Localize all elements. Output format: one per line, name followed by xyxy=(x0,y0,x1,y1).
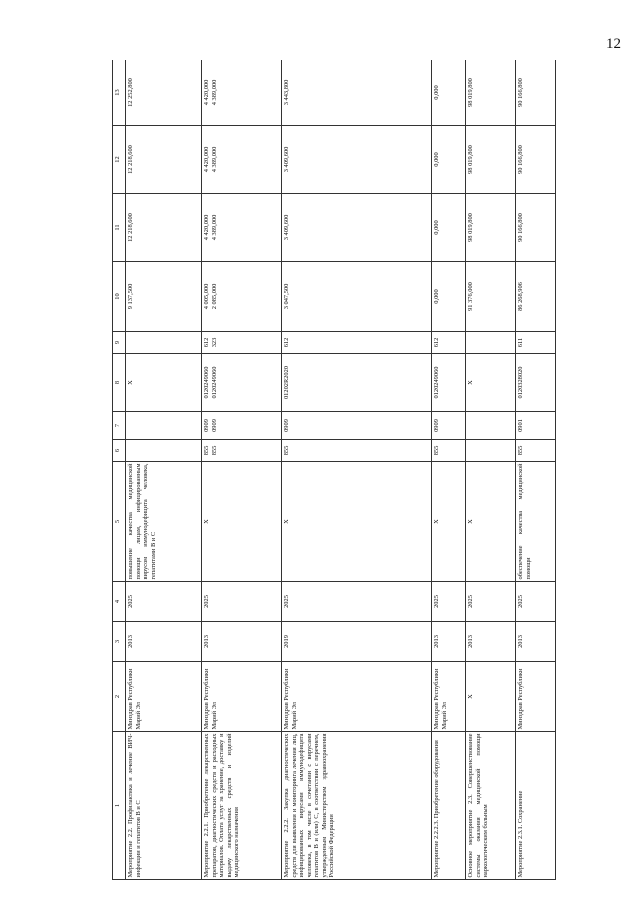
budget-table xyxy=(112,60,556,880)
expected-result: повышение качества медицинской помощи лицам, инфицированным вирусом иммунодефицита человека, гепатитами В и С xyxy=(126,462,202,582)
expected-result: обеспечение качества медицинской помощи xyxy=(516,462,556,582)
col-header-11: 11 xyxy=(113,194,126,262)
start-year: 2013 xyxy=(126,622,202,662)
value-col-12: 90 166,800 xyxy=(516,126,556,194)
target-article-line-1: 0120249060 xyxy=(203,366,210,399)
start-year: 2013 xyxy=(432,622,466,662)
activity-name: Основное мероприятие 2.3. Совершенствование системы оказания медицинской помощи наркологическим больным xyxy=(466,732,516,880)
section-code-line-2: 0909 xyxy=(210,419,218,432)
value-col-12-line-2: 4 389,000 xyxy=(210,146,218,173)
end-year: 2025 xyxy=(282,582,432,622)
value-col-13: 90 166,800 xyxy=(516,60,556,126)
value-col-10: 0,000 xyxy=(432,262,466,332)
value-col-12: 3 409,600 xyxy=(282,126,432,194)
end-year: 2025 xyxy=(432,582,466,622)
target-article: X xyxy=(126,354,202,412)
col-header-2: 2 xyxy=(113,662,126,732)
value-col-11: 98 019,800 xyxy=(466,194,516,262)
grbs-code xyxy=(202,440,282,462)
end-year: 2025 xyxy=(516,582,556,622)
executor: Минздрав Республики Марий Эл xyxy=(282,662,432,732)
grbs-code xyxy=(126,440,202,462)
header-row xyxy=(113,60,126,880)
value-col-10 xyxy=(202,262,282,332)
value-col-10: 3 047,500 xyxy=(282,262,432,332)
value-col-11 xyxy=(202,194,282,262)
value-col-11-line-1: 4 420,000 xyxy=(203,214,210,241)
table-row xyxy=(466,60,516,880)
executor: Минздрав Республики Марий Эл xyxy=(126,662,202,732)
section-code xyxy=(466,412,516,440)
activity-name: Мероприятие 2.2. Профилактика и лечение ВИЧ-инфекции и гепатитов В и С xyxy=(126,732,202,880)
value-col-12: 12 218,600 xyxy=(126,126,202,194)
value-col-12-line-1: 4 420,000 xyxy=(203,146,210,173)
col-header-7: 7 xyxy=(113,412,126,440)
value-col-11-line-2: 4 389,000 xyxy=(210,214,218,241)
col-header-8: 8 xyxy=(113,354,126,412)
value-col-13-line-2: 4 389,000 xyxy=(210,79,218,106)
activity-name: Мероприятие 2.2.1. Приобретение лекарственных препаратов, диагностических средств и расходных материалов. Оплата услуг за хранение, доставку и выдачу лекарственных средств и изделий медицинского назначения xyxy=(202,732,282,880)
start-year: 2013 xyxy=(516,622,556,662)
value-col-11: 3 409,600 xyxy=(282,194,432,262)
value-col-12 xyxy=(202,126,282,194)
target-article: 01202R2020 xyxy=(282,354,432,412)
expense-type-line-1: 612 xyxy=(203,337,210,348)
grbs-code xyxy=(466,440,516,462)
value-col-12: 98 019,800 xyxy=(466,126,516,194)
table-row xyxy=(282,60,432,880)
table-row xyxy=(202,60,282,880)
grbs-code-line-2: 855 xyxy=(210,445,218,456)
table-row xyxy=(126,60,202,880)
grbs-code: 855 xyxy=(282,440,432,462)
page-number: 12 xyxy=(606,36,621,52)
section-code xyxy=(202,412,282,440)
start-year: 2013 xyxy=(202,622,282,662)
value-col-13: 0,000 xyxy=(432,60,466,126)
target-article: X xyxy=(466,354,516,412)
value-col-13: 12 252,800 xyxy=(126,60,202,126)
col-header-13: 13 xyxy=(113,60,126,126)
col-header-9: 9 xyxy=(113,332,126,354)
start-year: 2019 xyxy=(282,622,432,662)
expense-type xyxy=(126,332,202,354)
expense-type: 611 xyxy=(516,332,556,354)
end-year: 2025 xyxy=(126,582,202,622)
activity-name: Мероприятие 2.2.2.3. Приобретение оборудования xyxy=(432,732,466,880)
expected-result: X xyxy=(202,462,282,582)
executor: Минздрав Республики xyxy=(516,662,556,732)
value-col-10: 91 376,000 xyxy=(466,262,516,332)
section-code-line-1: 0909 xyxy=(203,419,210,432)
col-header-5: 5 xyxy=(113,462,126,582)
value-col-11: 90 166,800 xyxy=(516,194,556,262)
target-article-line-2: 0120249060 xyxy=(210,366,218,399)
col-header-6: 6 xyxy=(113,440,126,462)
section-code: 0901 xyxy=(516,412,556,440)
expense-type xyxy=(202,332,282,354)
section-code xyxy=(126,412,202,440)
end-year: 2025 xyxy=(466,582,516,622)
target-article xyxy=(202,354,282,412)
target-article: 0120328020 xyxy=(516,354,556,412)
executor: X xyxy=(466,662,516,732)
col-header-4: 4 xyxy=(113,582,126,622)
col-header-3: 3 xyxy=(113,622,126,662)
value-col-11: 0,000 xyxy=(432,194,466,262)
col-header-10: 10 xyxy=(113,262,126,332)
expected-result: X xyxy=(432,462,466,582)
value-col-10: 86 268,906 xyxy=(516,262,556,332)
value-col-10-line-2: 2 085,000 xyxy=(210,283,218,310)
grbs-code-line-1: 855 xyxy=(203,445,210,456)
section-code: 0909 xyxy=(432,412,466,440)
value-col-11: 12 218,600 xyxy=(126,194,202,262)
expense-type: 612 xyxy=(282,332,432,354)
grbs-code: 855 xyxy=(432,440,466,462)
section-code: 0909 xyxy=(282,412,432,440)
expected-result: X xyxy=(282,462,432,582)
executor: Минздрав Республики Марий Эл xyxy=(432,662,466,732)
col-header-1: 1 xyxy=(113,732,126,880)
grbs-code: 855 xyxy=(516,440,556,462)
value-col-13 xyxy=(202,60,282,126)
value-col-13: 98 019,800 xyxy=(466,60,516,126)
table-row xyxy=(432,60,466,880)
expense-type xyxy=(466,332,516,354)
value-col-13-line-1: 4 420,000 xyxy=(203,79,210,106)
value-col-10: 9 137,500 xyxy=(126,262,202,332)
value-col-12: 0,000 xyxy=(432,126,466,194)
col-header-12: 12 xyxy=(113,126,126,194)
rotated-table-area xyxy=(112,60,572,880)
value-col-13: 3 443,800 xyxy=(282,60,432,126)
expected-result: X xyxy=(466,462,516,582)
activity-name: Мероприятие 2.3.1. Сохранение xyxy=(516,732,556,880)
expense-type-line-2: 323 xyxy=(210,337,218,348)
activity-name: Мероприятие 2.2.2. Закупка диагностических средств для выявления и мониторинга лечения лиц, инфицированных вирусами иммунодефицита человека, в том числе в сочетании с вирусами гепатитов В и (или) С, в соответствии с перечнем, утвержденным Министерством здравоохранения Российской Федерации xyxy=(282,732,432,880)
start-year: 2013 xyxy=(466,622,516,662)
end-year: 2025 xyxy=(202,582,282,622)
table-row xyxy=(516,60,556,880)
target-article: 0120249060 xyxy=(432,354,466,412)
value-col-10-line-1: 4 005,000 xyxy=(203,283,210,310)
expense-type: 612 xyxy=(432,332,466,354)
executor: Минздрав Республики Марий Эл xyxy=(202,662,282,732)
